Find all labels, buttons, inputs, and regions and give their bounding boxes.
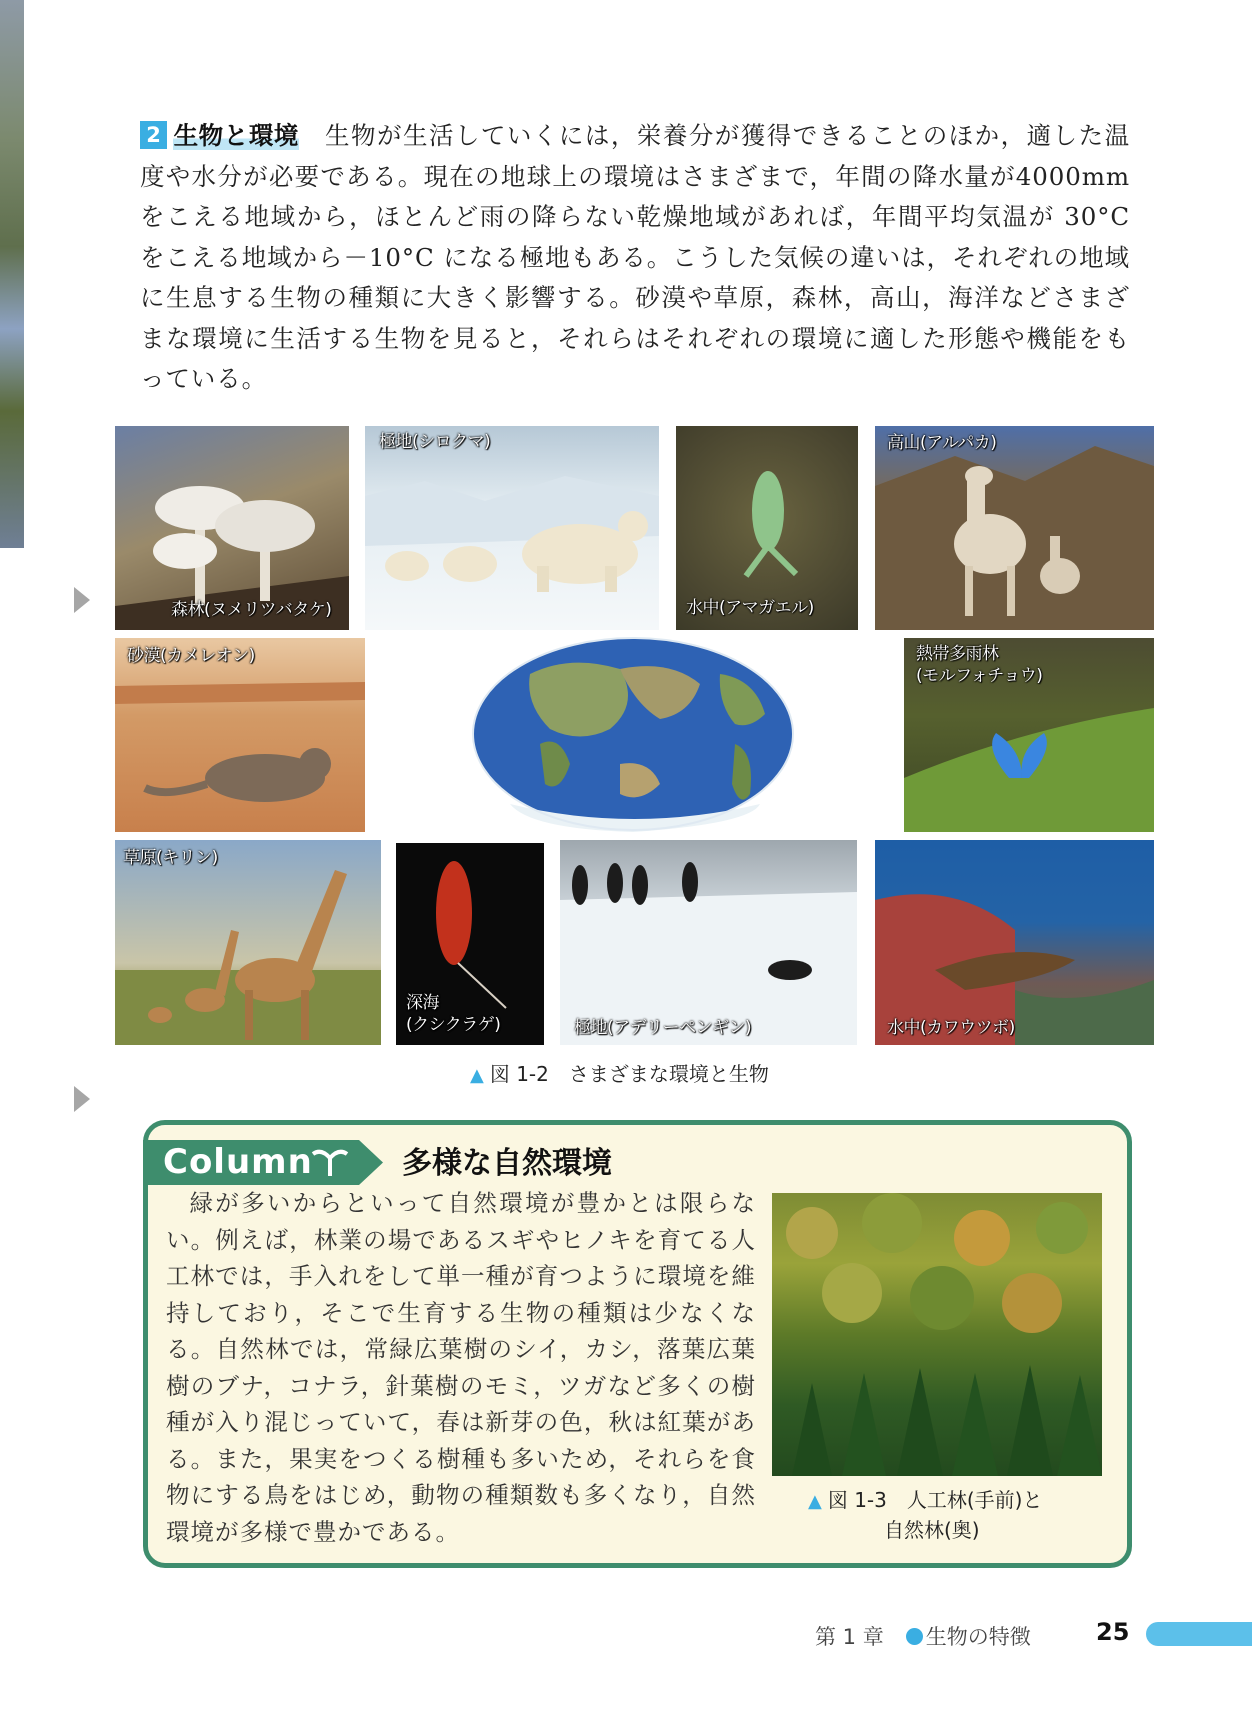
photo-label: 砂漠(カメレオン) (127, 646, 255, 666)
chapter-number: 第 1 章 (815, 1625, 884, 1649)
photo-label: (クシクラゲ) (406, 1015, 501, 1035)
page-number: 25 (1096, 1618, 1130, 1646)
photo-desert-chameleon (115, 638, 365, 832)
photo-tree-frog (676, 426, 858, 630)
photo-giraffe (115, 840, 381, 1045)
photo-label: 水中(アマガエル) (686, 598, 814, 618)
section-paragraph (140, 116, 1130, 400)
side-marker-icon (74, 1086, 90, 1112)
left-edge-photo (0, 0, 24, 548)
photo-label: 草原(キリン) (123, 848, 218, 868)
bullet-dot-icon (906, 1628, 923, 1645)
section-text: 生物が生活していくには，栄養分が獲得できることのほか，適した温度や水分が必要である。現在の地球上の環境はさまざまで，年間の降水量が4000mm をこえる地域から，ほとんど雨の降らない乾燥地域があれば，年間平均気温が 30°C をこえる地域から－10°C になる極地もある。こうした気候の違いは，それぞれの地域に生息する生物の種類に大きく影響する。砂漠や草原，森林，高山，海洋などさまざまな環境に生活する生物を見ると，それらはそれぞれの環境に適した形態や機能をもっている。 (140, 121, 1130, 393)
photo-moray-eel (875, 840, 1154, 1045)
photo-label: 森林(ヌメリツバタケ) (171, 600, 332, 620)
figure-caption (470, 1058, 769, 1087)
side-marker-icon (74, 587, 90, 613)
section-title: 生物と環境 (173, 121, 300, 150)
photo-label: (モルフォチョウ) (916, 666, 1043, 686)
column-text: 緑が多いからといって自然環境が豊かとは限らない。例えば，林業の場であるスギやヒノキを育てる人工林では，手入れをして単一種が育つように環境を維持しており，そこで生育する生物の種類は少なくなる。自然林では，常緑広葉樹のシイ，カシ，落葉広葉樹のブナ，コナラ，針葉樹のモミ，ツガなど多くの樹種が入り混じっていて，春は新芽の色，秋は紅葉がある。また，果実をつくる樹種も多いため，それらを食物にする鳥をはじめ，動物の種類数も多くなり，自然環境が多様で豊かである。 (166, 1189, 756, 1546)
triangle-icon: ▲ (808, 1491, 822, 1512)
photo-artificial-forest (772, 1193, 1102, 1476)
column-title: 多様な自然環境 (402, 1146, 612, 1181)
photo-rainforest-morpho (904, 638, 1154, 832)
penguin-illustration (560, 840, 857, 1045)
photo-label: 水中(カワウツボ) (887, 1018, 1015, 1038)
photo-label: 高山(アルパカ) (887, 433, 997, 453)
page-tab-bar (1146, 1622, 1252, 1646)
column-tab-label (163, 1142, 313, 1182)
photo-label: 熱帯多雨林 (916, 644, 999, 664)
photo-comb-jelly (396, 843, 544, 1045)
photo-alpaca (875, 426, 1154, 630)
column-figure-caption-line2: 自然林(奥) (884, 1518, 980, 1542)
photo-polar-bear (365, 426, 659, 630)
sprout-icon (311, 1146, 349, 1178)
chapter-title: 生物の特徴 (925, 1625, 1031, 1649)
forest-illustration (772, 1193, 1102, 1476)
giraffe-illustration (115, 840, 381, 1045)
triangle-icon: ▲ (470, 1065, 484, 1086)
photo-forest-mushroom (115, 426, 349, 630)
footer-chapter (815, 1621, 1031, 1651)
photo-label: 極地(アデリーペンギン) (574, 1018, 752, 1038)
figure-caption-text: 図 1-2 さまざまな環境と生物 (489, 1062, 769, 1086)
photo-label: 極地(シロクマ) (379, 432, 491, 452)
globe-illustration (470, 634, 796, 834)
polar-bear-illustration (365, 426, 659, 630)
column-figure-caption-line1: 図 1-3 人工林(手前)と (827, 1488, 1043, 1512)
section-number: 2 (140, 121, 167, 149)
alpaca-illustration (875, 426, 1154, 630)
column-tab-text: Column (163, 1142, 313, 1182)
world-map (470, 634, 796, 834)
column-figure-caption (808, 1484, 1042, 1513)
photo-label: 深海 (406, 993, 439, 1013)
photo-adelie-penguin (560, 840, 857, 1045)
moray-illustration (875, 840, 1154, 1045)
chameleon-illustration (115, 638, 365, 832)
